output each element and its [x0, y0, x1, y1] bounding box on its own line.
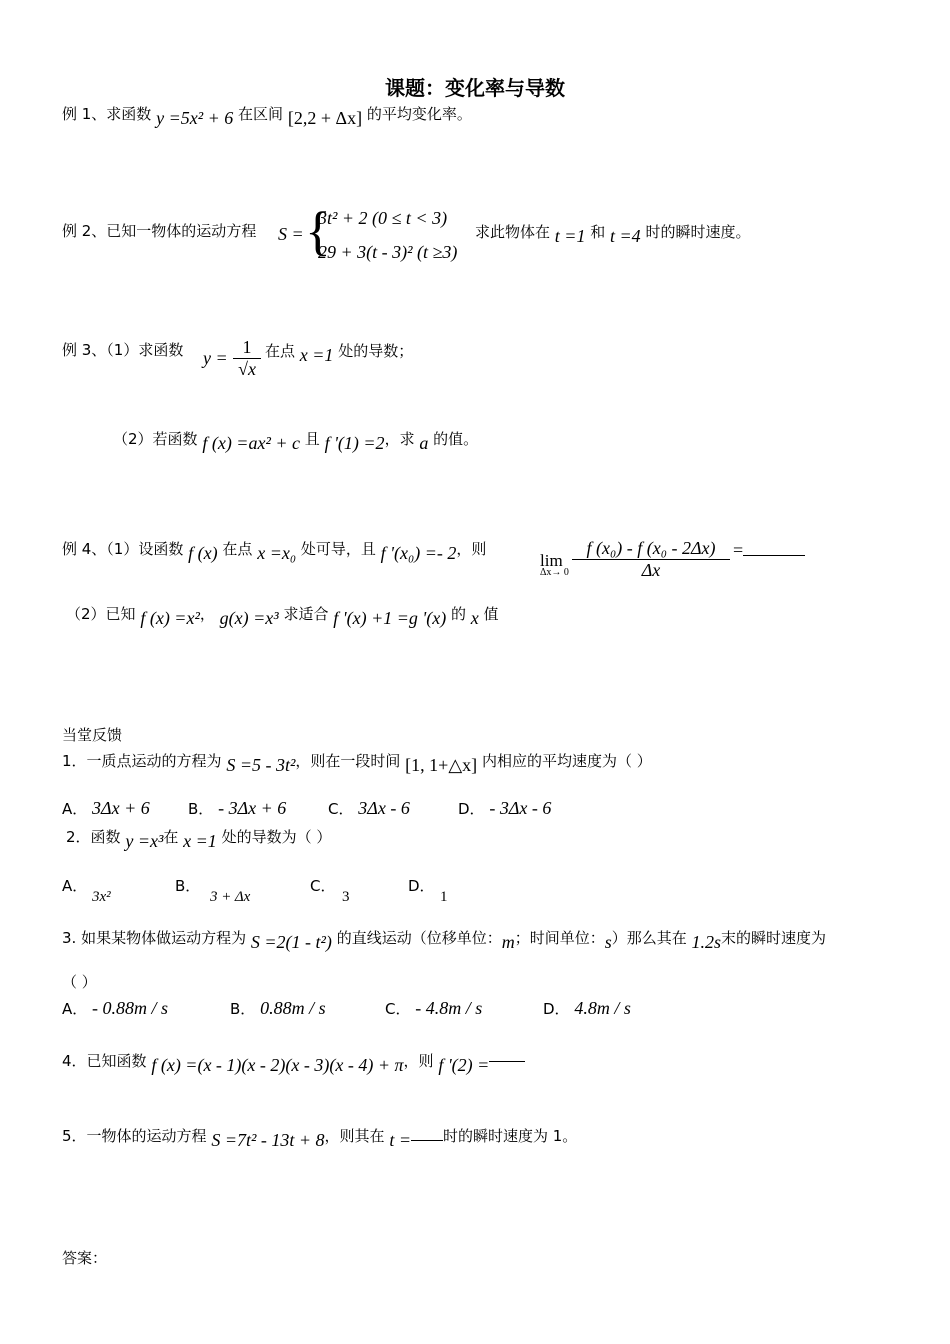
q3-label: 3. 如果某物体做运动方程为	[62, 929, 247, 947]
ex2-lhs: S =	[278, 224, 304, 244]
q3-option-d-value: 4.8m / s	[574, 998, 631, 1018]
q3-option-c-value: - 4.8m / s	[415, 998, 483, 1018]
ex3-p1-lhs: y =	[203, 348, 228, 368]
q3-option-b-letter: B．	[230, 1000, 256, 1018]
ex4-p1-point: x =x₀	[257, 543, 297, 563]
ex4-p2-f: f (x) =x²	[140, 608, 200, 628]
ex4-limit-eq	[733, 540, 805, 560]
q1-option-c[interactable]	[328, 798, 410, 819]
ex4-p1-mid: 在点	[222, 540, 253, 558]
lim-word: lim	[540, 551, 563, 570]
q1-option-b[interactable]	[188, 798, 286, 819]
ex3-p2-condition: f '(1) =2	[324, 433, 385, 453]
q4-value: f '(2) =	[438, 1055, 490, 1075]
q3-mid2: ；时间单位：	[514, 929, 605, 947]
ex4-p2-tail: 值	[483, 605, 499, 623]
q2-option-b-letter: B．	[175, 877, 201, 895]
q2-option-d-value: 1	[440, 889, 448, 905]
q5-label: 5．一物体的运动方程	[62, 1127, 207, 1145]
ex1-mid: 在区间	[238, 105, 284, 123]
q3-time: 1.2s	[691, 932, 722, 952]
q2-option-d-letter: D．	[408, 877, 435, 895]
q3-tail: 末的瞬时速度为	[721, 929, 827, 947]
q1-option-c-value: 3Δx - 6	[358, 798, 410, 818]
ex2-case-2: 29 + 3(t - 3)² (t ≥3)	[318, 242, 458, 262]
q2-option-c-letter: C．	[310, 877, 336, 895]
ex4-limit-denominator: Δx	[572, 559, 730, 581]
ex4-p1-mid3: ，则	[456, 540, 487, 558]
q5-mid: ，则其在	[324, 1127, 385, 1145]
ex4-p2-sep: ，	[199, 605, 215, 623]
answer-label: 答案：	[62, 1249, 108, 1267]
ex4-p1-condition: f '(x₀) =- 2	[380, 543, 457, 563]
ex3-part1-rest	[265, 340, 414, 365]
q2-option-a[interactable]	[62, 876, 87, 896]
feedback-heading: 当堂反馈	[62, 726, 123, 744]
ex3-p1-numerator: 1	[242, 337, 252, 357]
q1-option-c-letter: C．	[328, 800, 354, 818]
ex3-p1-mid: 在点	[265, 342, 296, 360]
q5-answer-blank[interactable]	[411, 1139, 443, 1141]
q5-tail: 时的瞬时速度为 1。	[442, 1127, 578, 1145]
q2-function: y =x³	[125, 831, 164, 851]
ex2-mid2: 和	[590, 223, 606, 241]
q1-option-a-letter: A．	[62, 800, 88, 818]
q1-option-a-value: 3Δx + 6	[92, 798, 150, 818]
ex4-answer-blank[interactable]	[743, 554, 805, 556]
ex2-tail: 时的瞬时速度。	[645, 223, 751, 241]
q2-option-c[interactable]	[310, 876, 335, 896]
ex4-p2-label: （2）已知	[66, 605, 136, 623]
q3-option-a[interactable]	[62, 998, 168, 1019]
q2-option-b[interactable]	[175, 876, 200, 896]
question-5	[62, 1125, 578, 1150]
ex3-p2-label: （2）若函数	[113, 430, 198, 448]
ex4-eq-sign: =	[733, 540, 744, 560]
ex3-p1-label: 例 3、（1）求函数	[62, 341, 184, 359]
ex2-t1: t =1	[554, 226, 586, 246]
q2-option-a-value: 3x²	[92, 889, 111, 905]
ex1-tail: 的平均变化率。	[366, 105, 472, 123]
ex2-mid1: 求此物体在	[475, 223, 551, 241]
q4-answer-blank[interactable]	[489, 1060, 525, 1062]
q1-tail: 内相应的平均速度为（ ）	[481, 752, 652, 770]
q4-mid: ，则	[403, 1052, 434, 1070]
q4-label: 4．已知函数	[62, 1052, 147, 1070]
ex3-p1-denominator: √x	[233, 358, 261, 380]
q1-option-b-letter: B．	[188, 800, 214, 818]
ex1-function: y =5x² + 6	[156, 108, 234, 128]
ex4-part2	[66, 603, 499, 628]
ex1-label: 例 1、求函数	[62, 105, 152, 123]
q3-option-b-value: 0.88m / s	[260, 998, 326, 1018]
q3-mid3: ）那么其在	[611, 929, 687, 947]
ex4-part1	[62, 538, 487, 563]
ex2-brace: {	[305, 201, 331, 261]
q1-option-d[interactable]	[458, 798, 551, 819]
q4-function: f (x) =(x - 1)(x - 2)(x - 3)(x - 4) + π	[151, 1055, 404, 1075]
ex2-case-1: 3t² + 2 (0 ≤ t < 3)	[318, 208, 448, 228]
question-3	[62, 927, 827, 952]
q2-tail: 处的导数为（ ）	[221, 828, 332, 846]
q3-option-d-letter: D．	[543, 1000, 570, 1018]
q1-function: S =5 - 3t²	[226, 755, 296, 775]
ex4-p2-mid2: 的	[450, 605, 466, 623]
q3-option-c-letter: C．	[385, 1000, 411, 1018]
ex4-p1-function: f (x)	[188, 543, 218, 563]
q1-option-a[interactable]	[62, 798, 150, 819]
ex3-p2-var: a	[419, 433, 429, 453]
q5-function: S =7t² - 13t + 8	[211, 1130, 325, 1150]
q1-option-b-value: - 3Δx + 6	[218, 798, 287, 818]
question-2	[66, 826, 332, 851]
page-title: 课题：变化率与导数	[385, 76, 565, 100]
q3-option-a-value: - 0.88m / s	[92, 998, 169, 1018]
q3-unit-m: m	[501, 932, 515, 952]
q3-unit-s: s	[604, 932, 612, 952]
q3-option-d[interactable]	[543, 998, 631, 1019]
ex3-p2-mid2: ，求	[384, 430, 415, 448]
ex3-p2-mid: 且	[304, 430, 320, 448]
ex4-p2-equation: f '(x) +1 =g '(x)	[333, 608, 447, 628]
ex4-p1-mid2: 处可导，且	[300, 540, 376, 558]
q2-mid: 在	[163, 828, 179, 846]
q3-mid1: 的直线运动（位移单位：	[336, 929, 502, 947]
ex2-question	[475, 221, 751, 246]
example-1	[62, 103, 472, 128]
ex3-part1-label	[62, 340, 183, 360]
ex2-t2: t =4	[610, 226, 641, 246]
q1-label: 1．一质点运动的方程为	[62, 752, 222, 770]
q2-option-b-value: 3 + Δx	[210, 889, 251, 905]
ex4-p2-mid: 求适合	[283, 605, 329, 623]
q1-mid: ，则在一段时间	[295, 752, 401, 770]
question-4	[62, 1050, 525, 1075]
ex4-limit-fraction	[572, 538, 730, 581]
ex4-limit-numerator: f (x₀) - f (x₀ - 2Δx)	[586, 538, 716, 558]
lim-subscript: Δx→ 0	[540, 567, 569, 578]
example-2-label	[62, 221, 256, 241]
q3-function: S =2(1 - t²)	[250, 932, 332, 952]
q3-option-a-letter: A．	[62, 1000, 88, 1018]
q1-option-d-value: - 3Δx - 6	[489, 798, 552, 818]
q3-answer-paren: （ ）	[62, 973, 97, 991]
ex3-p1-fraction	[233, 337, 261, 380]
q2-label: 2．函数	[66, 828, 121, 846]
question-1	[62, 750, 652, 775]
ex4-p2-g: g(x) =x³	[219, 608, 279, 628]
ex3-p1-tail: 处的导数；	[338, 342, 414, 360]
q2-point: x =1	[183, 831, 217, 851]
ex3-p2-function: f (x) =ax² + c	[202, 433, 300, 453]
q5-var: t =	[389, 1130, 411, 1150]
q1-interval: [1, 1+△x]	[405, 755, 478, 775]
ex3-part2	[113, 428, 479, 453]
ex4-p2-var: x	[470, 608, 479, 628]
ex1-interval: [2,2 + Δx]	[287, 108, 363, 128]
q2-option-d[interactable]	[408, 876, 435, 896]
ex3-p2-tail: 的值。	[433, 430, 479, 448]
ex3-p1-point: x =1	[299, 345, 334, 365]
ex2-label: 例 2、已知一物体的运动方程	[62, 222, 257, 240]
q3-option-b[interactable]	[230, 998, 326, 1019]
q2-option-c-value: 3	[342, 889, 350, 905]
q2-option-a-letter: A．	[62, 877, 88, 895]
q1-option-d-letter: D．	[458, 800, 485, 818]
q3-option-c[interactable]	[385, 998, 482, 1019]
ex4-p1-label: 例 4、（1）设函数	[62, 540, 184, 558]
